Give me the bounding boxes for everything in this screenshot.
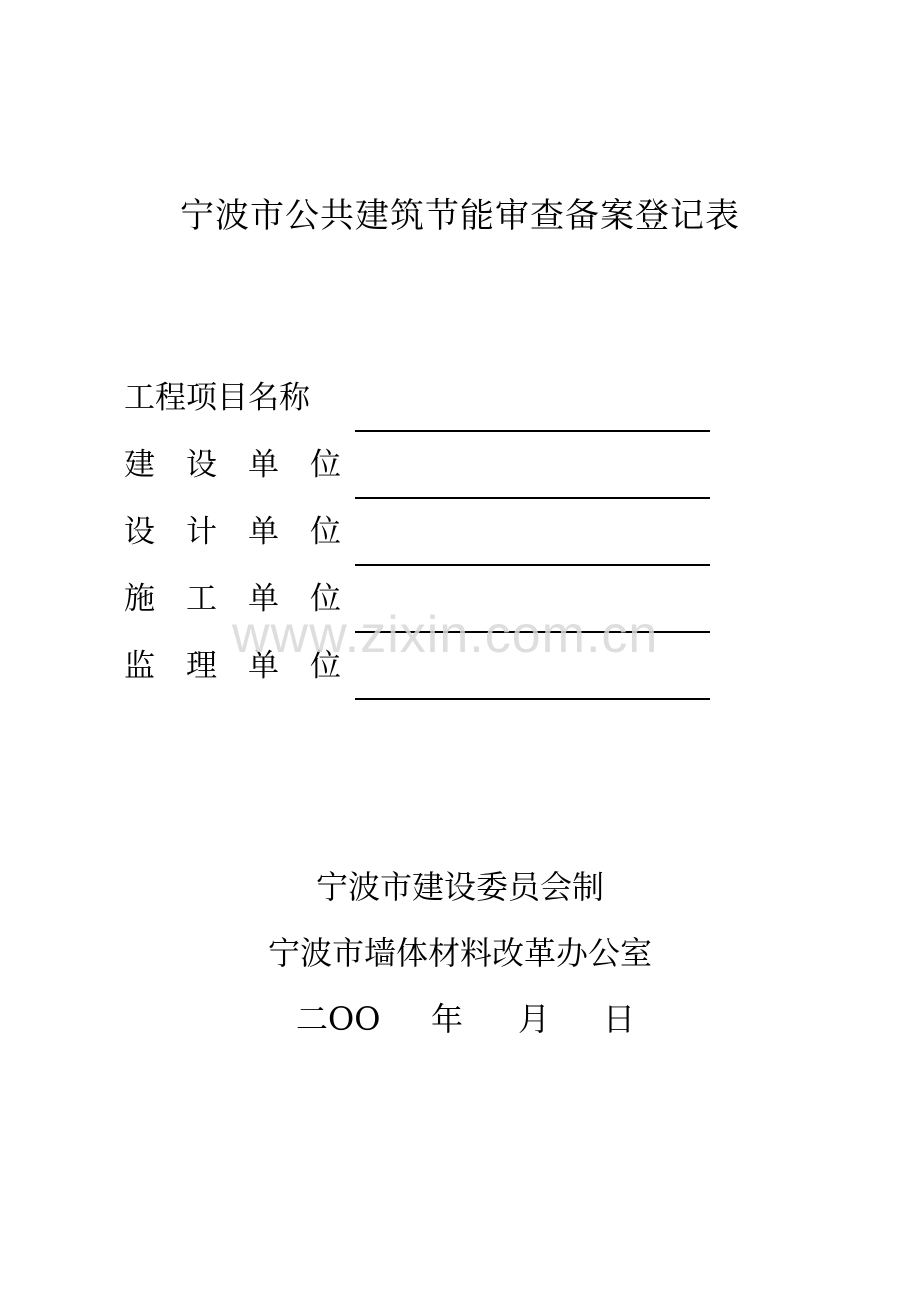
date-year-unit: 年 xyxy=(431,1000,464,1038)
field-label-design-unit: 设计单位 xyxy=(124,514,372,550)
issuer-line-2: 宁波市墙体材料改革办公室 xyxy=(267,934,652,972)
field-line-project-name xyxy=(355,430,710,432)
field-label-supervision-unit: 监理单位 xyxy=(124,648,372,684)
field-line-supervision-unit xyxy=(355,698,710,700)
field-label-construction-unit: 建设单位 xyxy=(124,447,372,483)
date-year-prefix: 二OO xyxy=(296,1000,381,1038)
date-month-unit: 月 xyxy=(518,1000,551,1038)
field-label-project-name: 工程项目名称 xyxy=(124,380,310,416)
field-label-contractor-unit: 施工单位 xyxy=(124,581,372,617)
watermark: www.zixin.com.cn xyxy=(232,606,659,664)
field-line-construction-unit xyxy=(355,497,710,499)
date-day-unit: 日 xyxy=(603,1000,636,1038)
field-line-design-unit xyxy=(355,564,710,566)
issuer-line-1: 宁波市建设委员会制 xyxy=(315,868,604,906)
document-title: 宁波市公共建筑节能审查备案登记表 xyxy=(180,196,740,236)
